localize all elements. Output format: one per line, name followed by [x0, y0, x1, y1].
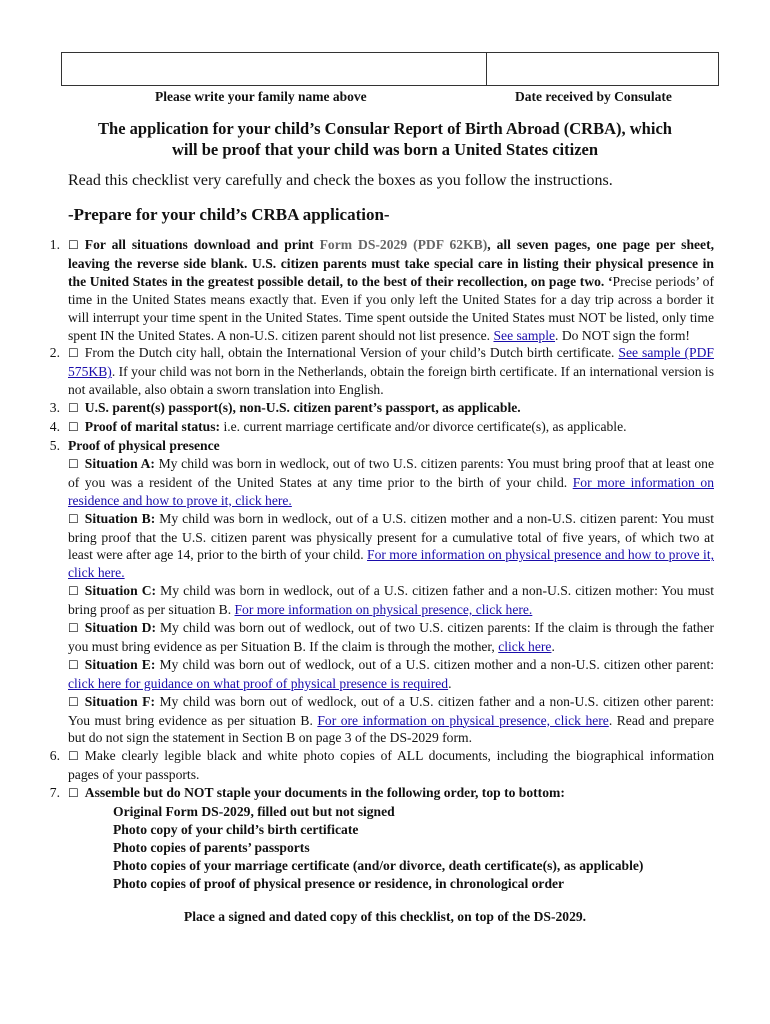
residence-info-link[interactable]: For more information on residence and how to prove it, click here. — [68, 474, 714, 508]
item-2-text: From the Dutch city hall, obtain the International Version of your child’s Dutch birth certificate. — [84, 345, 619, 361]
document-order-list — [68, 803, 714, 893]
item-3-text: U.S. parent(s) passport(s), non-U.S. citizen parent’s passport, as applicable. — [84, 400, 521, 416]
intro-text: Read this checklist very carefully and check the boxes as you follow the instructions. — [68, 172, 613, 189]
situation-b-text: My child was born in wedlock, out of a U.S. citizen mother and a non-U.S. citizen parent: You must bring proof that the U.S. citizen parent was physically present for a cumulative total of five years, of which two at least were after age 14, prior to the birth of your child. — [68, 510, 715, 563]
situation-b-label: Situation B: — [84, 510, 156, 526]
situation-d-end: . — [551, 638, 555, 654]
order-item: Photo copy of your child’s birth certificate — [113, 822, 359, 837]
situation-f-info-link[interactable]: For ore information on physical presence, click here — [317, 712, 609, 728]
situation-c-text: My child was born in wedlock, out of a U.S. citizen father and a non-U.S. citizen mother: You must bring proof as per situation B. — [68, 583, 715, 618]
checklist-item-7 — [49, 784, 714, 892]
checkbox-icon[interactable]: ☐ — [68, 456, 79, 471]
date-received-box[interactable] — [487, 53, 718, 85]
item-number: 3. — [49, 400, 60, 416]
situation-f-label: Situation F: — [84, 693, 155, 709]
family-name-label: Please write your family name above — [155, 89, 367, 104]
situation-c-info-link[interactable]: For more information on physical presence, click here. — [234, 602, 533, 618]
item-number: 2. — [49, 345, 60, 361]
checkbox-icon[interactable]: ☐ — [68, 238, 79, 252]
item-number: 6. — [49, 748, 60, 764]
date-received-label: Date received by Consulate — [515, 89, 672, 104]
situation-d-click-here-link[interactable]: click here — [498, 638, 552, 654]
situation-f-text: My child was born out of wedlock, out of a U.S. citizen father and a non-U.S. citizen other parent: You must bring evidence as per situation B. — [68, 693, 714, 728]
situation-a — [68, 455, 714, 510]
checklist-item-2 — [49, 344, 714, 399]
checkbox-icon[interactable]: ☐ — [68, 786, 79, 801]
header-labels — [61, 89, 719, 107]
item-number: 1. — [49, 237, 60, 252]
situation-e-end: . — [448, 675, 452, 691]
checklist-item-4 — [49, 418, 714, 437]
checkbox-icon[interactable]: ☐ — [68, 420, 79, 435]
item-1-bold-text-2: , all seven pages, one page per sheet, leaving the reverse side blank. U.S. citizen parents must take special care in listing their physical presence in the United States in the greatest possible detail, to the best of their recollection, on page two. ‘ — [68, 237, 715, 289]
situation-e-label: Situation E: — [84, 656, 156, 672]
item-7-bold-text: Assemble but do NOT staple your documents in the following order, top to bottom: — [84, 785, 565, 801]
item-4-text: i.e. current marriage certificate and/or divorce certificate(s), as applicable. — [220, 419, 627, 435]
order-item: Photo copies of your marriage certificate (and/or divorce, death certificate(s), as applicable) — [113, 857, 644, 873]
situation-a-label: Situation A: — [84, 455, 155, 471]
checklist-item-1 — [49, 236, 715, 344]
checkbox-icon[interactable]: ☐ — [68, 346, 79, 361]
title-line-2: will be proof that your child was born a United States citizen — [171, 140, 599, 159]
situation-c — [68, 582, 714, 619]
physical-presence-info-link[interactable]: For more information on physical presence and how to prove it, click here. — [68, 547, 714, 581]
family-name-box[interactable] — [62, 53, 487, 85]
item-1-text: Precise periods’ of time in the United States means exactly that. Even if you only left the United States for a day trip across a border it will interrupt your time spent in the United States. Time spent outside the United States must NOT be listed, only time spent IN the United States. A non-U.S. citizen parent should not list presence. — [68, 273, 714, 343]
checkbox-icon[interactable]: ☐ — [68, 584, 79, 599]
situation-d — [68, 619, 714, 656]
checkbox-icon[interactable]: ☐ — [68, 511, 79, 526]
item-2-text-end: . If your child was not born in the Netherlands, obtain the foreign birth certificate. If an international version is not available, also obtain a sworn translation into English. — [68, 364, 714, 398]
physical-presence-heading: Proof of physical presence — [68, 437, 220, 453]
header-boxes — [61, 52, 719, 86]
item-number: 4. — [49, 419, 60, 435]
situation-e-guidance-link[interactable]: click here for guidance on what proof of physical presence is required — [68, 675, 449, 691]
birth-certificate-sample-link[interactable]: See sample (PDF 575KB) — [68, 345, 714, 380]
situation-f-end: . Read and prepare but do not sign the statement in Section B on page 3 of the DS-2029 form. — [68, 712, 715, 746]
item-4-bold-text: Proof of marital status: — [84, 419, 221, 435]
item-number: 7. — [49, 785, 60, 801]
situation-e-text: My child was born out of wedlock, out of a U.S. citizen mother and a non-U.S. citizen other parent: — [155, 656, 715, 672]
checklist-item-5 — [49, 437, 715, 747]
checklist-item-6 — [49, 747, 714, 784]
situation-d-text: My child was born out of wedlock, out of two U.S. citizen parents: If the claim is through the father you must bring evidence as per Situation B. If the claim is through the mother, — [68, 620, 715, 654]
item-number: 5. — [49, 437, 60, 453]
situation-b — [68, 510, 714, 583]
situation-e — [68, 656, 714, 693]
footer-note: Place a signed and dated copy of this checklist, on top of the DS-2029. — [183, 909, 587, 924]
checkbox-icon[interactable]: ☐ — [68, 401, 79, 416]
situation-c-label: Situation C: — [84, 583, 157, 599]
item-6-text: Make clearly legible black and white photo copies of ALL documents, including the biographical information pages of your passports. — [68, 748, 714, 783]
checklist-item-3 — [49, 399, 714, 418]
checkbox-icon[interactable]: ☐ — [68, 694, 79, 709]
checkbox-icon[interactable]: ☐ — [68, 621, 79, 636]
page-title — [40, 118, 730, 160]
order-item: Photo copies of parents’ passports — [113, 839, 310, 855]
order-item: Original Form DS-2029, filled out but not signed — [113, 804, 395, 820]
see-sample-link[interactable]: See sample — [493, 327, 556, 343]
checkbox-icon[interactable]: ☐ — [68, 657, 79, 672]
situation-d-label: Situation D: — [84, 620, 156, 636]
item-1-text-end: . Do NOT sign the form! — [555, 327, 690, 343]
situation-a-text: My child was born in wedlock, out of two U.S. citizen parents: You must bring proof that at least one of you was a resident of the United States at any time prior to the birth of your child. — [68, 455, 714, 490]
checkbox-icon[interactable]: ☐ — [68, 749, 79, 764]
item-1-bold-text: For all situations download and print — [84, 237, 320, 252]
prepare-heading: -Prepare for your child’s CRBA application- — [68, 205, 390, 224]
form-ds2029-link[interactable]: Form DS-2029 (PDF 62KB) — [319, 237, 488, 252]
title-line-1: The application for your child’s Consular Report of Birth Abroad (CRBA), which — [98, 119, 672, 138]
checklist — [49, 236, 715, 893]
order-item: Photo copies of proof of physical presence or residence, in chronological order — [113, 875, 565, 891]
situation-f — [68, 693, 714, 748]
